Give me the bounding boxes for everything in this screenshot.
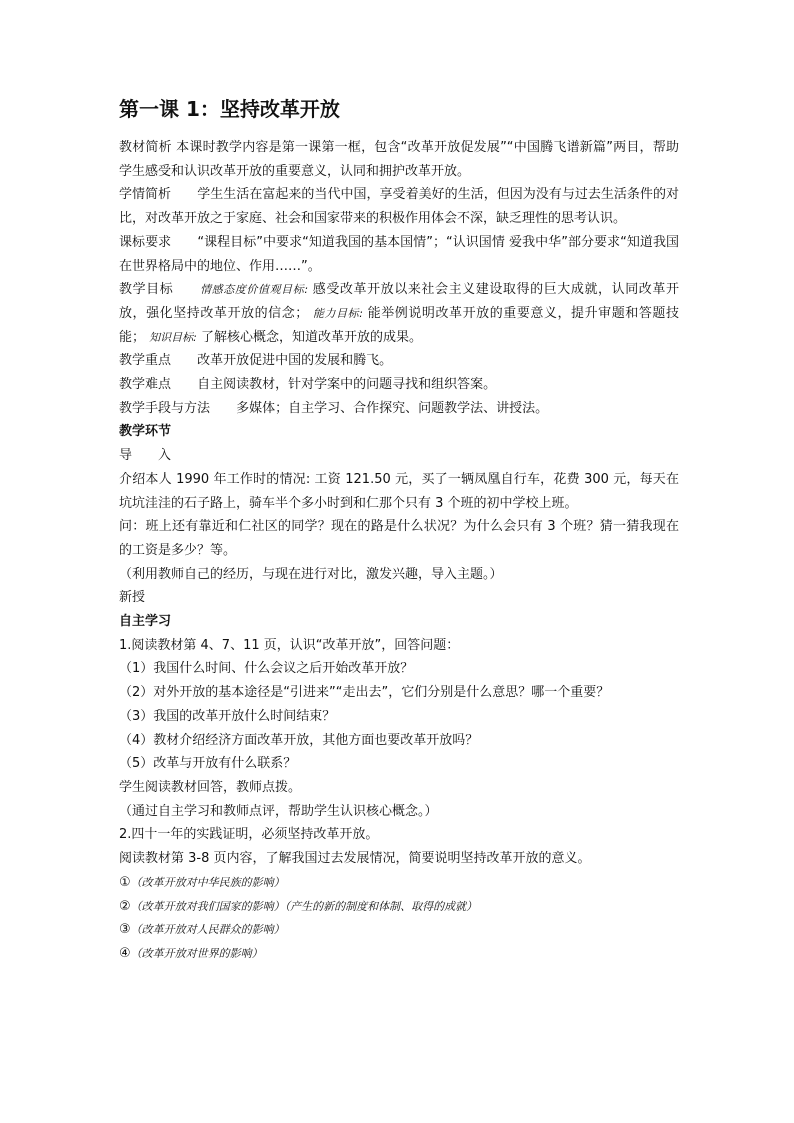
teaching-methods	[119, 397, 679, 421]
point-text: （改革开放对中华民族的影响）	[130, 875, 285, 889]
study-item-1: 1.阅读教材第 4、7、11 页，认识“改革开放”，回答问题：	[119, 637, 460, 653]
intro-paragraph-1: 介绍本人 1990 年工作时的情况: 工资 121.50 元，买了一辆凤凰自行车，花费 300 元，每天在坑坑洼洼的石子路上，骑车半个多小时到和仁那个只有 3 个班的初中学校上班。	[119, 471, 679, 511]
student-analysis-text: 学生生活在富起来的当代中国，享受着美好的生活，但因为没有与过去生活条件的对比，对改革开放之于家庭、社会和国家带来的积极作用体会不深，缺乏理性的思考认识。	[119, 187, 679, 227]
question-item: （2）对外开放的基本途径是“引进来”“走出去”，它们分别是什么意思？哪一个重要？	[119, 685, 610, 701]
textbook-analysis-text: 本课时教学内容是第一课第一框，包含“改革开放促发展”“中国腾飞谱新篇”两目，帮助学生感受和认识改革开放的重要意义，认同和拥护改革开放。	[119, 140, 679, 179]
curriculum-text: “课程目标”中要求“知道我国的基本国情”；“认识国情 爱我中华”部分要求“知道我国在世界格局中的地位、作用……”。	[119, 234, 679, 274]
point-text: （改革开放对人民群众的影响）	[130, 923, 285, 937]
intro-paragraph-2: 问：班上还有靠近和仁社区的同学？现在的路是什么状况？为什么会只有 3 个班？猜一猜我现在的工资是多少？等。	[119, 519, 679, 558]
difficult-point	[119, 373, 679, 397]
after-study-1: 学生阅读教材回答，教师点拨。	[119, 779, 302, 795]
teaching-goals	[119, 278, 679, 349]
point-number: ②	[119, 898, 131, 914]
textbook-analysis-label: 教材简析	[119, 140, 172, 155]
curriculum-label: 课标要求	[119, 234, 172, 250]
point-item	[119, 895, 679, 919]
student-analysis-label: 学情简析	[119, 187, 172, 203]
intro-paragraph-3: （利用教师自己的经历，与现在进行对比，激发兴趣，导入主题。）	[119, 566, 503, 582]
section-new-lesson: 新授	[119, 590, 146, 606]
point-number: ③	[119, 922, 131, 938]
question-item: （1）我国什么时间、什么会议之后开始改革开放？	[119, 661, 414, 677]
teaching-methods-label: 教学手段与方法	[119, 400, 211, 416]
knowledge-goal-text: 了解核心概念，知道改革开放的成果。	[201, 329, 423, 345]
point-item	[119, 918, 679, 942]
key-point-text: 改革开放促进中国的发展和腾飞。	[197, 353, 393, 369]
teaching-methods-text: 多媒体；自主学习、合作探究、问题教学法、讲授法。	[236, 400, 549, 416]
point-text: （改革开放对我们国家的影响）（产生的新的制度和体制、取得的成就）	[130, 899, 478, 913]
point-item	[119, 871, 679, 895]
after-study-2: （通过自主学习和教师点评，帮助学生认识核心概念。）	[119, 803, 438, 819]
point-number: ④	[119, 945, 131, 961]
ability-goal-text: 能举例说明改革开放的重要意义，提升审题和答题技能；	[119, 305, 679, 345]
question-item: （5）改革与开放有什么联系？	[119, 756, 297, 772]
key-point-label: 教学重点	[119, 353, 172, 369]
knowledge-goal-label: 知识目标:	[149, 330, 197, 344]
teaching-goals-label: 教学目标	[119, 282, 174, 298]
study-item-2: 2.四十一年的实践证明，必须坚持改革开放。	[119, 827, 379, 843]
ability-goal-label: 能力目标:	[313, 306, 363, 320]
point-text: （改革开放对世界的影响）	[130, 946, 263, 960]
lesson-title: 第一课 1：坚持改革开放	[119, 97, 340, 121]
point-number: ①	[119, 874, 131, 890]
curriculum-requirement	[119, 231, 679, 278]
emotion-goal-label: 情感态度价值观目标:	[200, 283, 309, 297]
section-introduction: 导 入	[119, 448, 172, 464]
question-item: （4）教材介绍经济方面改革开放，其他方面也要改革开放吗？	[119, 732, 479, 748]
textbook-analysis	[119, 136, 679, 183]
difficult-point-text: 自主阅读教材，针对学案中的问题寻找和组织答案。	[197, 377, 497, 393]
student-analysis	[119, 183, 679, 230]
document-page	[119, 96, 679, 966]
section-teaching-steps: 教学环节	[119, 424, 172, 440]
point-item	[119, 942, 679, 966]
key-point	[119, 349, 679, 373]
question-item: （3）我国的改革开放什么时间结束？	[119, 708, 336, 724]
difficult-point-label: 教学难点	[119, 377, 172, 393]
section-self-study: 自主学习	[119, 614, 172, 630]
study-item-2-desc: 阅读教材第 3-8 页内容，了解我国过去发展情况，简要说明坚持改革开放的意义。	[119, 851, 591, 867]
emotion-goal-text: 感受改革开放以来社会主义建设取得的巨大成就，认同改革开放，强化坚持改革开放的信念；	[119, 282, 679, 321]
